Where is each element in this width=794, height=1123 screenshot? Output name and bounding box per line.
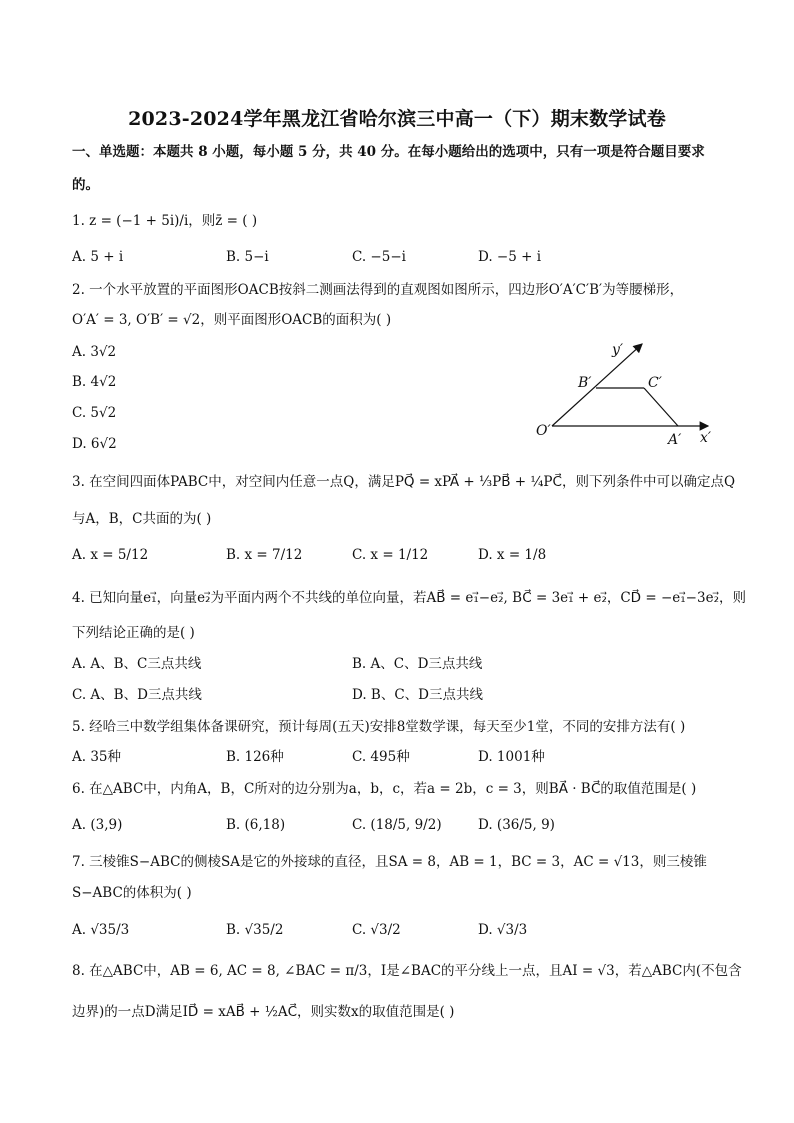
question-5: 5. 经哈三中数学组集体备课研究，预计每周(五天)安排8堂数学课，每天至少1堂，不同的安排方法有( ) — [72, 719, 686, 735]
label-c: C′ — [648, 375, 662, 391]
question-3-line1: 3. 在空间四面体PABC中，对空间内任意一点Q，满足PQ⃗ = xPA⃗ + ⅓PB⃗ + ¼PC⃗，则下列条件中可以确定点Q — [72, 474, 736, 490]
q7-option-a: A. √35/3 — [72, 922, 130, 938]
page-title: 2023-2024学年黑龙江省哈尔滨三中高一（下）期末数学试卷 — [128, 108, 666, 130]
q6-option-c: C. (18/5, 9/2) — [352, 817, 442, 833]
question-8-line2: 边界)的一点D满足ID⃗ = xAB⃗ + ½AC⃗，则实数x的取值范围是( ) — [72, 1004, 455, 1020]
q3-option-b: B. x = 7/12 — [226, 547, 303, 563]
q7-option-d: D. √3/3 — [478, 922, 528, 938]
q3-option-c: C. x = 1/12 — [352, 547, 429, 563]
q4-option-d: D. B、C、D三点共线 — [352, 687, 483, 703]
q6-option-d: D. (36/5, 9) — [478, 817, 555, 833]
q2-option-b: B. 4√2 — [72, 374, 117, 390]
question-3-line2: 与A，B，C共面的为( ) — [72, 511, 212, 527]
section-instructions-line2: 的。 — [72, 177, 99, 193]
q5-option-a: A. 35种 — [72, 749, 122, 765]
q2-option-a: A. 3√2 — [72, 344, 117, 360]
q5-option-b: B. 126种 — [226, 749, 284, 765]
q2-option-c: C. 5√2 — [72, 405, 117, 421]
q3-option-a: A. x = 5/12 — [72, 547, 149, 563]
label-y: y′ — [612, 342, 624, 358]
question-2-line2: O′A′ = 3, O′B′ = √2，则平面图形OACB的面积为( ) — [72, 312, 392, 328]
question-4-line2: 下列结论正确的是( ) — [72, 625, 195, 641]
q1-option-d: D. −5 + i — [478, 249, 542, 265]
q7-option-c: C. √3/2 — [352, 922, 401, 938]
question-8-line1: 8. 在△ABC中，AB = 6, AC = 8, ∠BAC = π/3，I是∠BAC的平分线上一点，且AI = √3，若△ABC内(不包含 — [72, 963, 742, 979]
label-o: O′ — [536, 423, 551, 439]
q3-option-d: D. x = 1/8 — [478, 547, 547, 563]
q1-option-c: C. −5−i — [352, 249, 406, 265]
q5-option-d: D. 1001种 — [478, 749, 545, 765]
question-4-line1: 4. 已知向量e₁⃗，向量e₂⃗为平面内两个不共线的单位向量，若AB⃗ = e₁⃗−e₂⃗, BC⃗ = 3e₁⃗ + e₂⃗，CD⃗ = −e₁⃗−3e₂⃗，则 — [72, 590, 746, 606]
question-6: 6. 在△ABC中，内角A，B，C所对的边分别为a，b，c，若a = 2b，c = 3，则BA⃗ · BC⃗的取值范围是( ) — [72, 781, 697, 797]
q7-option-b: B. √35/2 — [226, 922, 284, 938]
q4-option-c: C. A、B、D三点共线 — [72, 687, 202, 703]
trapezoid-figure — [530, 338, 720, 450]
section-instructions-line1: 一、单选题：本题共 8 小题，每小题 5 分，共 40 分。在每小题给出的选项中，只有一项是符合题目要求 — [72, 144, 705, 160]
question-7-line1: 7. 三棱锥S−ABC的侧棱SA是它的外接球的直径，且SA = 8，AB = 1，BC = 3，AC = √13，则三棱锥 — [72, 854, 707, 870]
y-axis — [552, 344, 642, 426]
label-x: x′ — [700, 430, 712, 446]
question-1: 1. z = (−1 + 5i)/i，则z̄ = ( ) — [72, 213, 258, 229]
q4-option-a: A. A、B、C三点共线 — [72, 656, 202, 672]
label-a: A′ — [668, 432, 682, 448]
q2-option-d: D. 6√2 — [72, 436, 117, 452]
trapezoid-right-leg — [644, 388, 678, 426]
q6-option-a: A. (3,9) — [72, 817, 123, 833]
q4-option-b: B. A、C、D三点共线 — [352, 656, 483, 672]
q6-option-b: B. (6,18) — [226, 817, 286, 833]
q5-option-c: C. 495种 — [352, 749, 410, 765]
label-b: B′ — [578, 375, 592, 391]
q1-option-b: B. 5−i — [226, 249, 269, 265]
question-7-line2: S−ABC的体积为( ) — [72, 885, 192, 901]
q1-option-a: A. 5 + i — [72, 249, 124, 265]
question-2-line1: 2. 一个水平放置的平面图形OACB按斜二测画法得到的直观图如图所示，四边形O′A′C′B′为等腰梯形， — [72, 282, 684, 298]
